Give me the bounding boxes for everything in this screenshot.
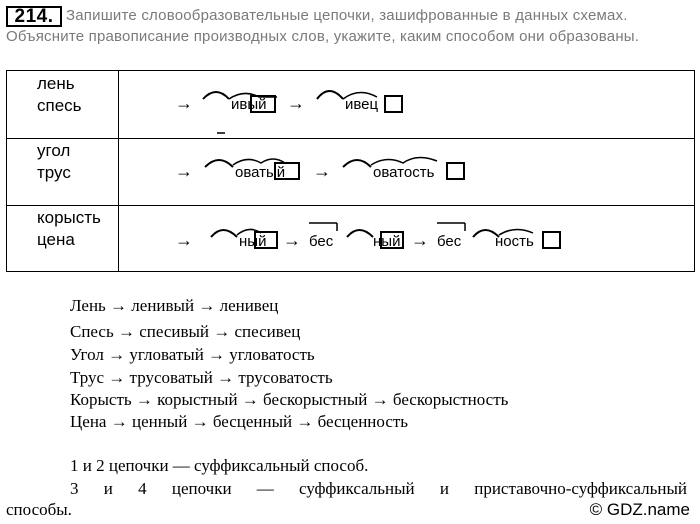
scheme-arrow: →: [175, 93, 193, 113]
row-2-word-1: угол: [37, 141, 71, 160]
root-arc: [211, 230, 237, 237]
row-1-word-1: лень: [37, 74, 75, 93]
scheme-arrow: →: [411, 230, 429, 250]
scheme-segment: ность: [495, 233, 534, 250]
task-instruction-line-1: Запишите словообразовательные цепочки, зашифрованные в данных схемах.: [66, 7, 628, 24]
answer-line: Цена → ценный → бесценный → бесценность: [70, 412, 409, 431]
root-arc: [203, 92, 229, 99]
root-arc: [343, 160, 371, 167]
scheme-segment: ивец: [345, 96, 379, 113]
conclusion-line-2: 3 и 4 цепочки — суффиксальный и приставочно-суффиксальный: [70, 479, 687, 498]
answer-line: Корысть → корыстный → бескорыстный → бескорыстность: [70, 390, 509, 409]
answer-line: Спесь → спесивый → спесивец: [70, 322, 301, 341]
row-2-scheme: [175, 157, 464, 181]
watermark: © GDZ.name: [589, 500, 690, 519]
schemes-table: [6, 70, 695, 272]
root-arc: [205, 160, 233, 167]
root-arc: [347, 230, 373, 237]
row-3-word-1: корысть: [37, 208, 101, 227]
ending-box: [543, 232, 560, 248]
answer-line: Трус → трусоватый → трусоватость: [70, 368, 333, 387]
scheme-segment: ный: [373, 233, 401, 250]
scheme-arrow: →: [175, 230, 193, 250]
row-1-scheme: [175, 91, 402, 133]
morpheme-schemes: [7, 71, 696, 273]
answer-line: Лень → ленивый → ленивец: [70, 296, 279, 315]
scheme-segment: оватость: [373, 164, 435, 181]
row-3-scheme: [175, 223, 560, 250]
ending-box: [385, 96, 402, 112]
row-2-word-2: трус: [37, 163, 71, 182]
scheme-arrow: →: [287, 93, 305, 113]
scheme-arrow: →: [283, 230, 301, 250]
row-3-word-2: цена: [37, 230, 75, 249]
task-number: 214.: [6, 6, 62, 27]
root-arc: [317, 91, 343, 99]
scheme-segment: бес: [309, 233, 334, 250]
task-instruction-line-2: Объясните правописание производных слов, укажите, каким способом они образованы.: [6, 28, 640, 45]
scheme-segment: ный: [239, 233, 267, 250]
conclusion-line-3: способы.: [6, 500, 72, 519]
ending-box: [447, 163, 464, 179]
scheme-arrow: →: [313, 161, 331, 181]
scheme-segment: оватый: [235, 164, 286, 181]
row-1-word-2: спесь: [37, 96, 82, 115]
scheme-segment: бес: [437, 233, 462, 250]
scheme-arrow: →: [175, 161, 193, 181]
scheme-segment: ивый: [231, 96, 267, 113]
answer-line: Угол → угловатый → угловатость: [70, 345, 315, 364]
conclusion-line-1: 1 и 2 цепочки — суффиксальный способ.: [70, 456, 369, 475]
